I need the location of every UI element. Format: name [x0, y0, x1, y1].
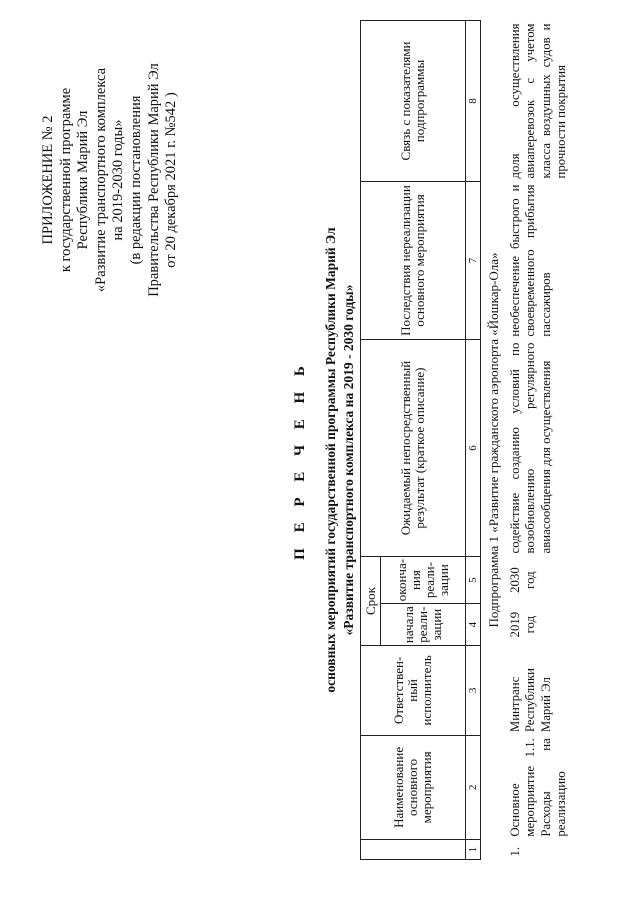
column-number: 8 — [466, 21, 481, 182]
header-cell: Срок — [361, 556, 381, 645]
consequence: необеспечение быстрого и своевременного прибытия пассажиров — [508, 184, 553, 337]
header-cell: Ожидаемый непосредственный результат (краткое описание) — [361, 340, 466, 557]
end-year: 2030 год — [508, 567, 538, 593]
expected-result: содействие созданию условий по возобновлению регулярного авиасообщения для осуществления — [508, 342, 553, 554]
document-title: П Е Р Е Ч Е Н Ь — [292, 360, 308, 560]
appendix-line: ПРИЛОЖЕНИЕ № 2 — [40, 115, 56, 245]
appendix-line: Республики Марий Эл — [75, 110, 92, 250]
appendix-line: к государственной программе — [57, 87, 74, 273]
header-cell: Связь с показателями подпрограммы — [361, 21, 466, 182]
column-number: 4 — [466, 604, 481, 646]
header-cell: оконча-ния реали-зации — [381, 556, 466, 603]
header-cell — [361, 840, 466, 860]
measure-name: Основное мероприятие 1.1. Расходы на реализацию — [508, 738, 568, 837]
appendix-line: Правительства Республики Марий Эл — [145, 63, 162, 297]
appendix-line: от 20 декабря 2021 г. №542 ) — [163, 92, 180, 268]
appendix-note — [40, 15, 181, 345]
table-row — [505, 21, 572, 860]
column-number: 3 — [466, 646, 481, 736]
header-cell: Последствия нереализации основного мероприятия — [361, 181, 466, 339]
subtitle-line: «Развитие транспортного комплекса на 2019 - 2030 годы» — [341, 284, 356, 636]
start-year: 2019 год — [508, 611, 538, 638]
appendix-line: «Развитие транспортного комплекса — [92, 67, 109, 293]
header-cell: Наименование основного мероприятия — [361, 735, 466, 839]
title-block — [290, 45, 358, 875]
column-number: 2 — [466, 735, 481, 839]
subprogram-title: Подпрограмма 1 «Развитие гражданского аэропорта «Йошкар-Ола» — [486, 252, 501, 628]
header-cell: начала реали-зации — [381, 604, 466, 646]
header-cell: Ответствен-ный исполнитель — [361, 646, 466, 736]
column-number: 7 — [466, 181, 481, 339]
column-number: 5 — [466, 556, 481, 603]
column-number: 6 — [466, 340, 481, 557]
appendix-line: на 2019-2030 годы» — [110, 119, 127, 241]
column-number: 1 — [466, 840, 481, 860]
indicator-link: доля осуществления авиаперевозок с учетом класса воздушных судов и прочности покрытия — [508, 23, 568, 179]
executor: Минтранс Республики Марий Эл — [508, 667, 553, 733]
subtitle-line: основных мероприятий государственной программы Республики Марий Эл — [323, 227, 338, 693]
appendix-line: (в редакции постановления — [127, 95, 144, 265]
row-number: 1. — [508, 846, 522, 857]
measures-table — [360, 20, 572, 860]
